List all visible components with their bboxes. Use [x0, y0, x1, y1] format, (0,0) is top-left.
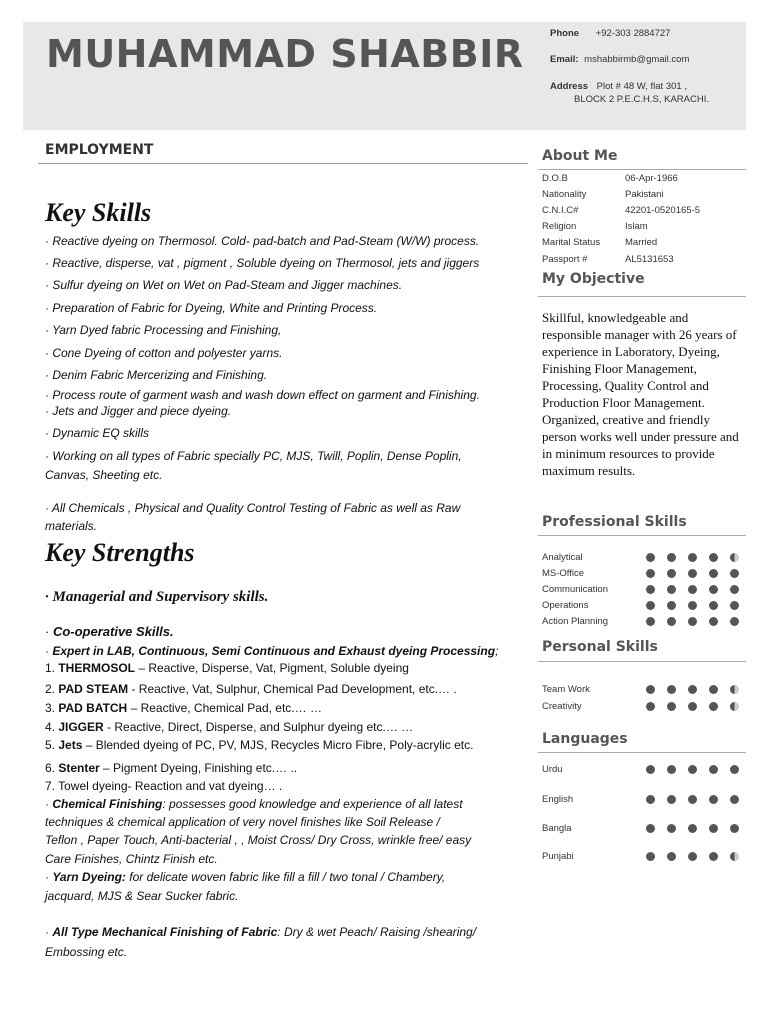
rating-dot — [730, 795, 739, 804]
skill-name: Creativity — [542, 701, 582, 712]
skill-item: · Process route of garment wash and wash down effect on garment and Finishing. — [45, 388, 480, 402]
about-label: C.N.I.C# — [542, 205, 579, 216]
rating-dot — [646, 795, 655, 804]
about-label: D.O.B — [542, 173, 568, 184]
address-value-1: Plot # 48 W, flat 301 , — [596, 81, 687, 92]
objective-divider — [538, 296, 746, 297]
skill-item: · Sulfur dyeing on Wet on Wet on Pad-Steam and Jigger machines. — [45, 278, 403, 292]
phone-label: Phone — [550, 28, 580, 39]
skill-name: Communication — [542, 584, 608, 595]
personal-skills-divider — [538, 661, 746, 662]
chem-line-2: techniques & chemical application of very novel finishes like Soil Release / — [45, 815, 440, 829]
rating-dot — [730, 685, 739, 694]
language-row — [542, 764, 563, 775]
mech-text: : Dry & wet Peach/ Raising /shearing/ — [277, 925, 477, 939]
language-row — [542, 794, 573, 805]
rating-dot — [667, 601, 676, 610]
rating-dot — [709, 601, 718, 610]
chem-line-4: Care Finishes, Chintz Finish etc. — [45, 852, 218, 866]
skill-item: · Jets and Jigger and piece dyeing. — [45, 404, 232, 418]
about-value: 42201-0520165-5 — [625, 205, 701, 216]
rating-dot — [646, 601, 655, 610]
rating-dot — [730, 702, 739, 711]
rating-dot — [709, 685, 718, 694]
skill-item: · Cone Dyeing of cotton and polyester yarns. — [45, 346, 283, 360]
rating-dot — [667, 553, 676, 562]
process-detail: – Blended dyeing of PC, PV, MJS, Recycles Micro Fibre, Poly-acrylic etc. — [82, 738, 474, 752]
rating-dot — [646, 852, 655, 861]
objective-title: My Objective — [542, 271, 645, 287]
mech-head: All Type Mechanical Finishing of Fabric — [52, 925, 278, 939]
objective-text: Skillful, knowledgeable and responsible manager with 26 years of experience in Laboratory, Dyeing, Finishing Floor Management, Processing, Quality Control and Production Floor Management. Organized, creative and friendly person works well under pressure and in minimum resources to provide maximum results. — [542, 310, 739, 478]
skill-row — [542, 552, 583, 563]
skill-item: · Preparation of Fabric for Dyeing, White and Printing Process. — [45, 301, 378, 315]
chem-head: Chemical Finishing — [52, 797, 163, 811]
rating-dot — [667, 585, 676, 594]
rating-dot — [688, 765, 697, 774]
rating-dot — [646, 765, 655, 774]
skill-row — [542, 584, 608, 595]
language-name: Bangla — [542, 823, 572, 834]
yarn-line-1: · Yarn Dyeing: for delicate woven fabric like fill a fill / two tonal / Chambery, — [45, 870, 446, 884]
process-detail: – Pigment Dyeing, Finishing etc.… .. — [99, 761, 298, 775]
strength-managerial: · Managerial and Supervisory skills. — [45, 589, 269, 605]
strength-managerial-text: Managerial and Supervisory skills. — [52, 589, 269, 605]
rating-dot — [646, 585, 655, 594]
about-row-passport — [542, 254, 674, 265]
rating-dot — [688, 569, 697, 578]
process-head: PAD BATCH — [58, 701, 128, 715]
skill-name: Analytical — [542, 552, 583, 563]
about-value: 06-Apr-1966 — [625, 173, 678, 184]
about-label: Nationality — [542, 189, 587, 200]
rating-dot — [667, 617, 676, 626]
about-divider — [538, 169, 746, 170]
language-name: English — [542, 794, 574, 805]
rating-dot — [709, 585, 718, 594]
key-skills-title: Key Skills — [45, 198, 152, 227]
about-label: Marital Status — [542, 237, 601, 248]
about-row-marital — [542, 237, 658, 248]
chem-line-1: · Chemical Finishing: possesses good knowledge and experience of all latest — [45, 797, 463, 811]
about-row-dob — [542, 173, 678, 184]
skill-name: Operations — [542, 600, 589, 611]
rating-dot — [688, 617, 697, 626]
rating-dot — [688, 585, 697, 594]
rating-dot — [688, 795, 697, 804]
phone-line — [550, 28, 670, 39]
process-detail: – Reactive, Disperse, Vat, Pigment, Soluble dyeing — [135, 661, 409, 675]
process-line-1: 1. THERMOSOL – Reactive, Disperse, Vat, Pigment, Soluble dyeing — [45, 661, 409, 675]
rating-dot — [730, 765, 739, 774]
rating-dot — [688, 702, 697, 711]
process-detail: – Reactive, Chemical Pad, etc.… … — [127, 701, 322, 715]
rating-dot — [709, 702, 718, 711]
about-value: AL5131653 — [625, 254, 674, 265]
rating-dot — [667, 702, 676, 711]
address-line — [550, 81, 687, 92]
skill-item: · All Chemicals , Physical and Quality Control Testing of Fabric as well as Raw — [45, 501, 461, 515]
rating-dot — [688, 824, 697, 833]
about-value: Pakistani — [625, 189, 664, 200]
skill-row — [542, 701, 582, 712]
process-line-3: 3. PAD BATCH – Reactive, Chemical Pad, etc.… … — [45, 701, 322, 715]
skill-row — [542, 684, 590, 695]
language-row — [542, 823, 572, 834]
process-head: THERMOSOL — [58, 661, 136, 675]
skill-item: · Reactive, disperse, vat , pigment , Soluble dyeing on Thermosol, jets and jiggers — [45, 256, 480, 270]
rating-dot — [688, 685, 697, 694]
process-head: Stenter — [58, 761, 100, 775]
yarn-line-2: jacquard, MJS & Sear Sucker fabric. — [45, 889, 239, 903]
language-row — [542, 851, 574, 862]
rating-dot — [709, 795, 718, 804]
process-head: JIGGER — [58, 720, 104, 734]
employment-divider — [38, 163, 528, 164]
skill-item: · Denim Fabric Mercerizing and Finishing. — [45, 368, 268, 382]
rating-dot — [667, 852, 676, 861]
rating-dot — [646, 569, 655, 578]
strength-cooperative: · Co-operative Skills. — [45, 624, 174, 639]
professional-skills-divider — [538, 535, 746, 536]
process-line-5: 5. Jets – Blended dyeing of PC, PV, MJS, Recycles Micro Fibre, Poly-acrylic etc. — [45, 738, 474, 752]
address-value-2: BLOCK 2 P.E.C.H.S, KARACHI. — [574, 94, 709, 105]
rating-dot — [688, 601, 697, 610]
phone-value: +92-303 2884727 — [595, 28, 671, 39]
rating-dot — [709, 569, 718, 578]
rating-dot — [709, 852, 718, 861]
rating-dot — [667, 765, 676, 774]
rating-dot — [709, 553, 718, 562]
rating-dot — [667, 824, 676, 833]
chem-text: : possesses good knowledge and experience of all latest — [162, 797, 463, 811]
about-value: Married — [625, 237, 658, 248]
process-line-2: 2. PAD STEAM - Reactive, Vat, Sulphur, Chemical Pad Development, etc.… . — [45, 682, 457, 696]
candidate-name: MUHAMMAD SHABBIR — [46, 32, 524, 76]
process-line-7: 7. Towel dyeing- Reaction and vat dyeing… . — [45, 779, 283, 793]
rating-dot — [730, 553, 739, 562]
email-value: mshabbirmb@gmail.com — [584, 54, 690, 65]
skill-item: materials. — [45, 519, 98, 533]
rating-dot — [688, 553, 697, 562]
skill-row — [542, 600, 588, 611]
process-detail: - Reactive, Direct, Disperse, and Sulphur dyeing etc.… … — [103, 720, 414, 734]
skill-name: Team Work — [542, 684, 590, 695]
yarn-text: for delicate woven fabric like fill a fill / two tonal / Chambery, — [125, 870, 446, 884]
about-row-religion — [542, 221, 648, 232]
strength-cooperative-text: Co-operative Skills. — [52, 624, 174, 639]
personal-skills-title: Personal Skills — [542, 639, 658, 655]
rating-dot — [688, 852, 697, 861]
skill-item: · Dynamic EQ skills — [45, 426, 150, 440]
employment-title: EMPLOYMENT — [45, 142, 154, 158]
chem-line-3: Teflon , Paper Touch, Anti-bacterial , , Moist Cross/ Dry Cross, wrinkle free/ easy — [45, 833, 472, 847]
rating-dot — [709, 765, 718, 774]
rating-dot — [730, 852, 739, 861]
about-title: About Me — [542, 148, 618, 164]
address-label: Address — [550, 81, 589, 92]
about-value: Islam — [625, 221, 648, 232]
skill-item: Canvas, Sheeting etc. — [45, 468, 163, 482]
rating-dot — [730, 569, 739, 578]
skill-item: · Working on all types of Fabric specially PC, MJS, Twill, Poplin, Dense Poplin, — [45, 449, 462, 463]
rating-dot — [646, 824, 655, 833]
rating-dot — [646, 553, 655, 562]
about-label: Passport # — [542, 254, 588, 265]
rating-dot — [667, 569, 676, 578]
process-head: Jets — [58, 738, 83, 752]
rating-dot — [730, 617, 739, 626]
skill-item: · Yarn Dyed fabric Processing and Finishing, — [45, 323, 282, 337]
about-label: Religion — [542, 221, 577, 232]
rating-dot — [667, 685, 676, 694]
rating-dot — [646, 685, 655, 694]
strength-expert-text: Expert in LAB, Continuous, Semi Continuous and Exhaust dyeing Processing — [52, 644, 496, 658]
process-head: PAD STEAM — [58, 682, 129, 696]
rating-dot — [709, 617, 718, 626]
rating-dot — [667, 795, 676, 804]
email-label: Email: — [550, 54, 579, 65]
rating-dot — [730, 824, 739, 833]
key-strengths-title: Key Strengths — [45, 538, 195, 567]
professional-skills-title: Professional Skills — [542, 514, 687, 530]
language-name: Urdu — [542, 764, 563, 775]
process-detail: - Reactive, Vat, Sulphur, Chemical Pad Development, etc.… . — [128, 682, 457, 696]
process-line-4: 4. JIGGER - Reactive, Direct, Disperse, and Sulphur dyeing etc.… … — [45, 720, 414, 734]
skill-item: · Reactive dyeing on Thermosol. Cold- pad-batch and Pad-Steam (W/W) process. — [45, 234, 480, 248]
languages-divider — [538, 752, 746, 753]
languages-title: Languages — [542, 731, 628, 747]
about-row-cnic — [542, 205, 701, 216]
skill-row — [542, 568, 584, 579]
process-line-6: 6. Stenter – Pigment Dyeing, Finishing etc.… .. — [45, 761, 298, 775]
email-line — [550, 54, 689, 65]
skill-name: Action Planning — [542, 616, 609, 627]
about-row-nationality — [542, 189, 664, 200]
rating-dot — [730, 601, 739, 610]
yarn-head: Yarn Dyeing: — [52, 870, 126, 884]
skill-name: MS-Office — [542, 568, 585, 579]
skill-row — [542, 616, 608, 627]
rating-dot — [730, 585, 739, 594]
mech-line-1: · All Type Mechanical Finishing of Fabric: Dry & wet Peach/ Raising /shearing/ — [45, 925, 477, 939]
rating-dot — [646, 702, 655, 711]
mech-line-2: Embossing etc. — [45, 945, 128, 959]
language-name: Punjabi — [542, 851, 574, 862]
rating-dot — [646, 617, 655, 626]
rating-dot — [709, 824, 718, 833]
strength-expert: · Expert in LAB, Continuous, Semi Continuous and Exhaust dyeing Processing; — [45, 644, 499, 658]
